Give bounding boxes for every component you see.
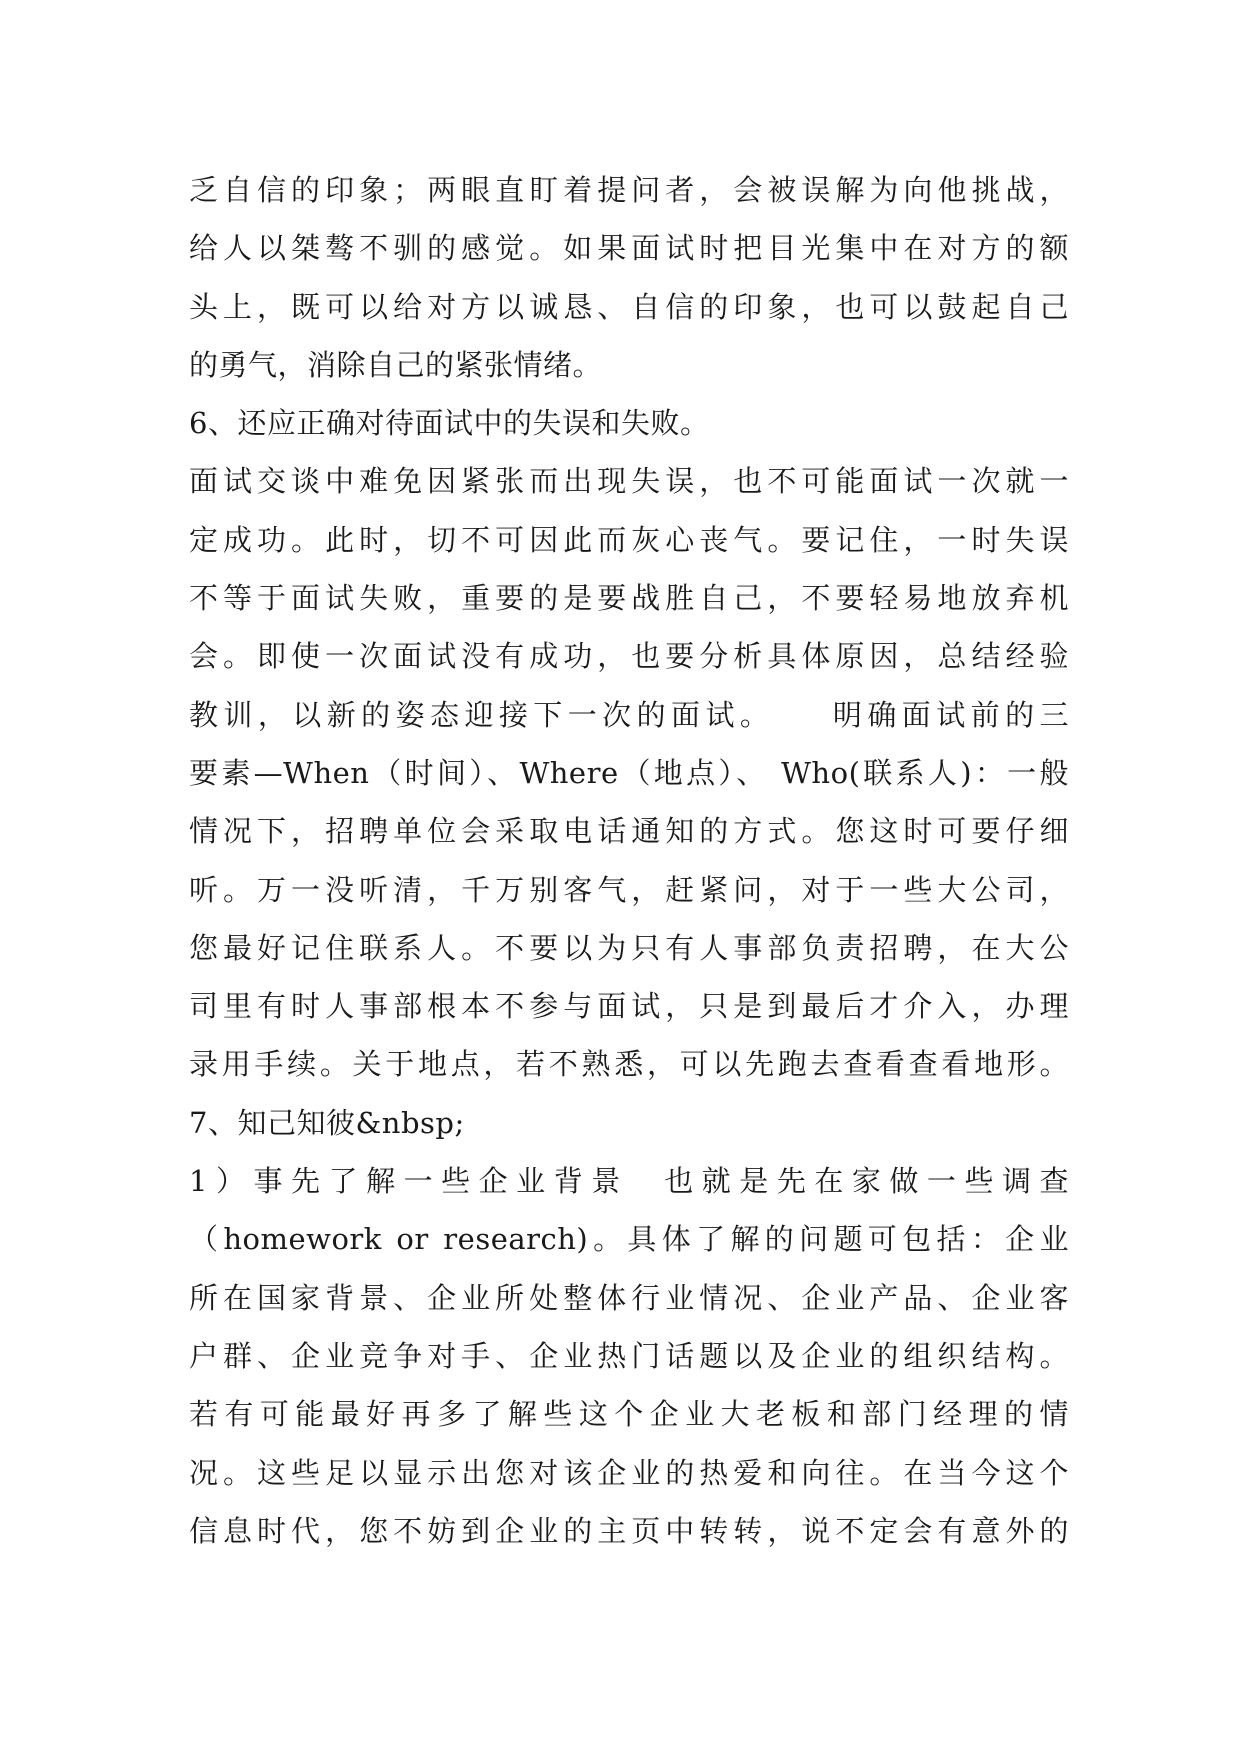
text-line: 情况下，招聘单位会采取电话通知的方式。您这时可要仔细 (189, 814, 1069, 849)
text-line: 定成功。此时，切不可因此而灰心丧气。要记住，一时失误 (189, 522, 1069, 557)
text-line: 7、知己知彼&nbsp; (189, 1105, 465, 1140)
document-body (189, 161, 1069, 1560)
text-line: 乏自信的印象；两眼直盯着提问者，会被误解为向他挑战， (189, 173, 1069, 207)
text-line: （homework or research)。具体了解的问题可包括：企业 (189, 1222, 1069, 1257)
text-line: 况。这些足以显示出您对该企业的热爱和向往。在当今这个 (189, 1455, 1069, 1490)
text-line: 的勇气，消除自己的紧张情绪。 (189, 347, 603, 382)
text-line: 要素—When（时间）、Where（地点）、 Who(联系人)：一般 (189, 755, 1069, 790)
text-line: 户群、企业竞争对手、企业热门话题以及企业的组织结构。 (189, 1338, 1069, 1373)
text-line: 会。即使一次面试没有成功，也要分析具体原因，总结经验 (189, 639, 1069, 674)
text-line: 录用手续。关于地点，若不熟悉，可以先跑去查看查看地形。 (189, 1047, 1069, 1082)
text-line: 不等于面试失败，重要的是要战胜自己，不要轻易地放弃机 (189, 581, 1069, 616)
text-line: 给人以桀骜不驯的感觉。如果面试时把目光集中在对方的额 (189, 231, 1069, 266)
text-line: 听。万一没听清，千万别客气，赶紧问，对于一些大公司， (189, 872, 1069, 907)
text-line: 所在国家背景、企业所处整体行业情况、企业产品、企业客 (189, 1280, 1069, 1315)
text-line: 若有可能最好再多了解些这个企业大老板和部门经理的情 (189, 1397, 1069, 1432)
text-line: 头上，既可以给对方以诚恳、自信的印象，也可以鼓起自己 (189, 289, 1069, 324)
text-line: 信息时代，您不妨到企业的主页中转转，说不定会有意外的 (189, 1513, 1069, 1548)
text-line: 面试交谈中难免因紧张而出现失误，也不可能面试一次就一 (189, 464, 1069, 499)
text-line: 司里有时人事部根本不参与面试，只是到最后才介入，办理 (189, 989, 1069, 1024)
text-line: 教训，以新的姿态迎接下一次的面试。 明确面试前的三 (189, 697, 1069, 732)
text-line: 1）事先了解一些企业背景 也就是先在家做一些调查 (189, 1164, 1069, 1199)
text-line: 6、还应正确对待面试中的失误和失败。 (189, 406, 710, 441)
text-line: 您最好记住联系人。不要以为只有人事部负责招聘，在大公 (189, 930, 1069, 965)
